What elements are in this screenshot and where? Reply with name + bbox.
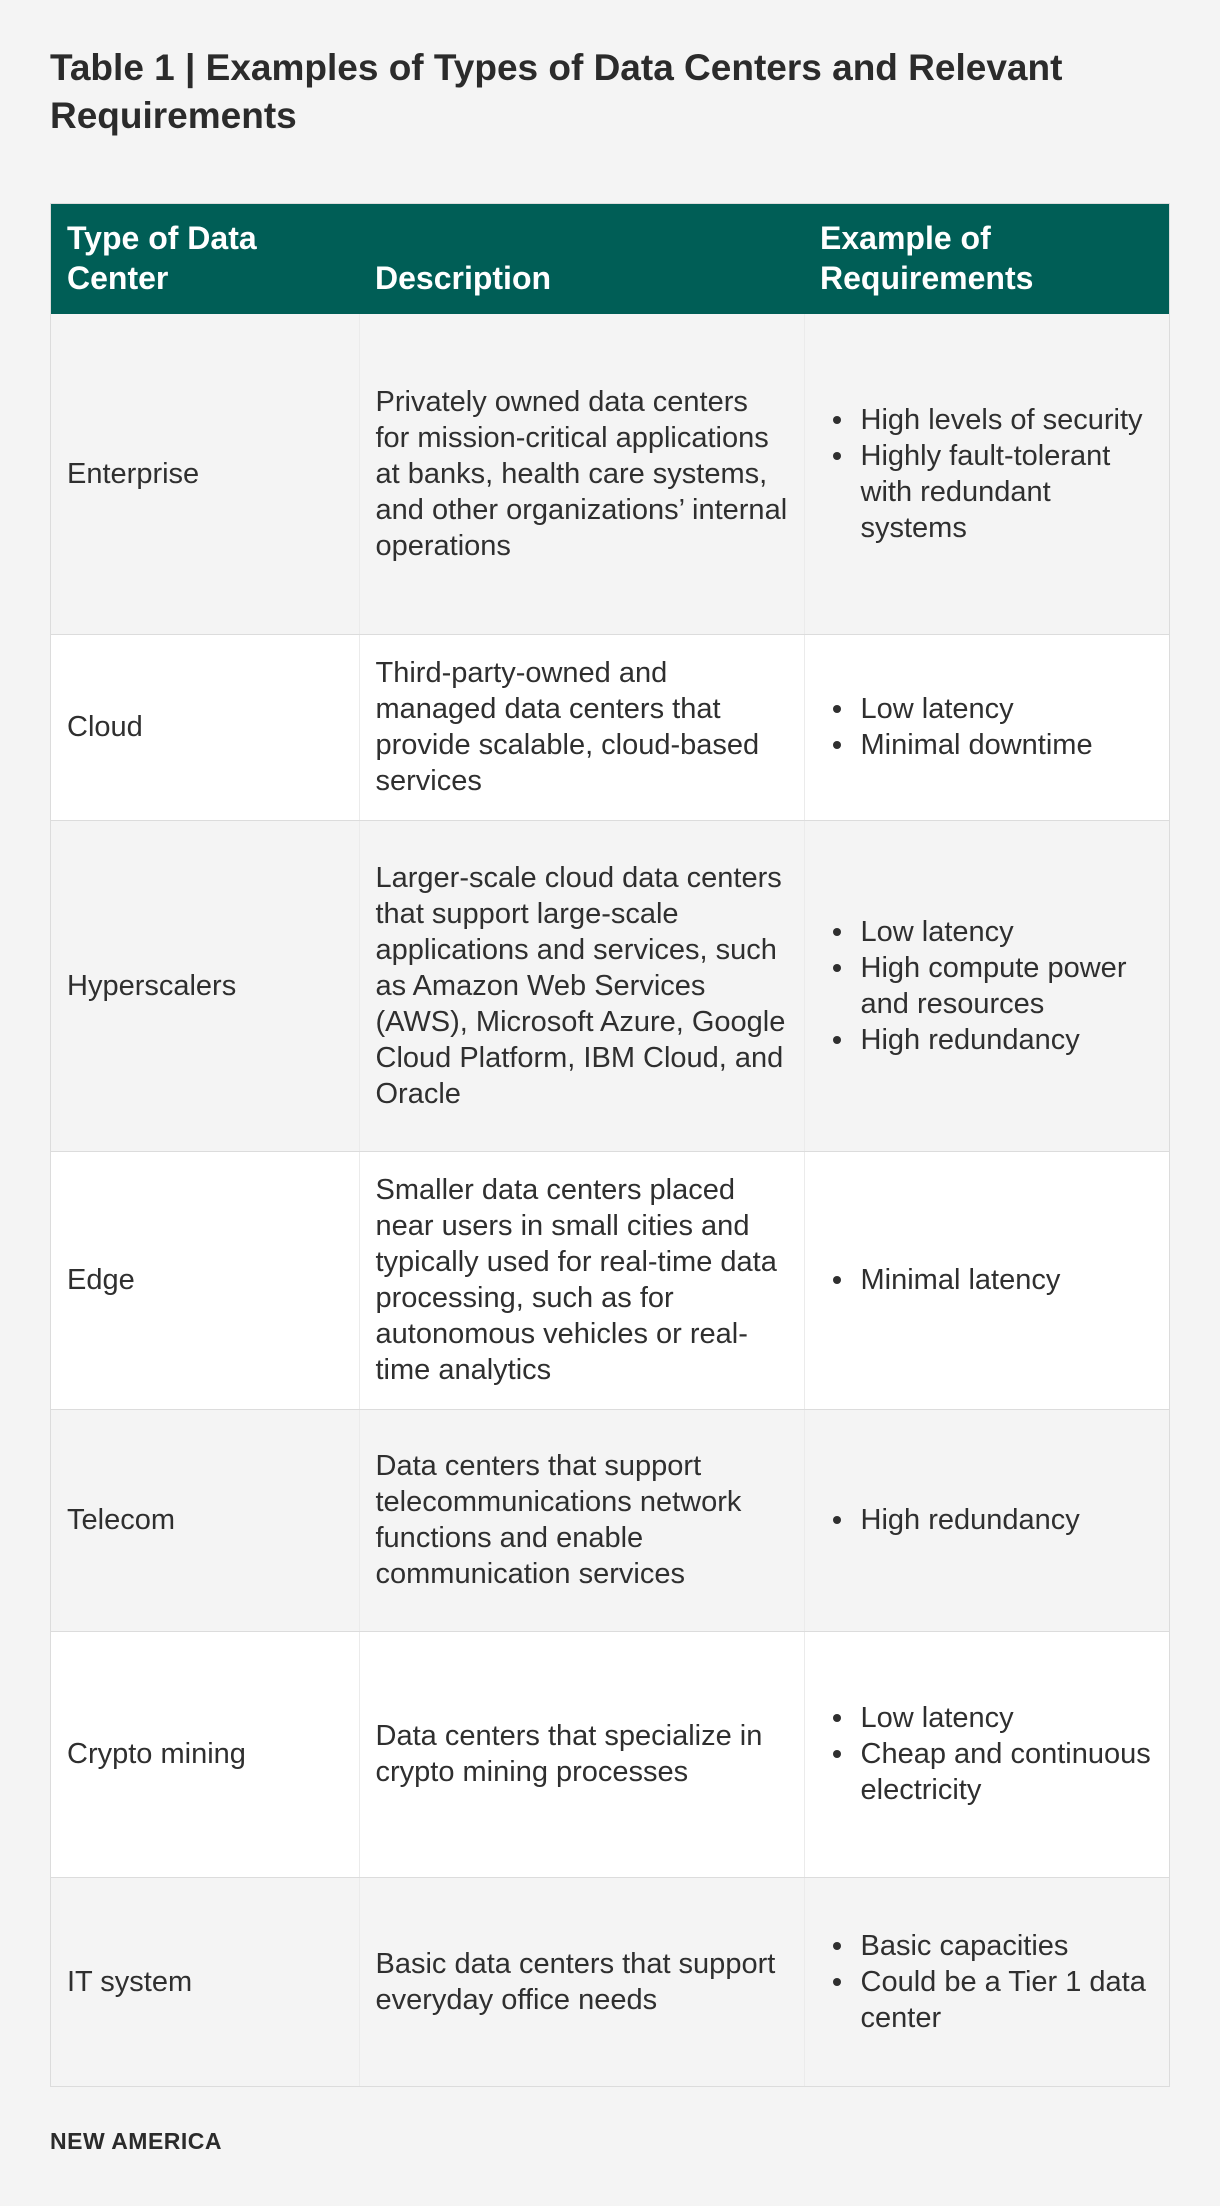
- requirements-cell: [804, 1409, 1169, 1631]
- requirements-cell: [804, 634, 1169, 820]
- requirements-cell: [804, 1877, 1169, 2086]
- requirement-item: Minimal latency: [821, 1262, 1154, 1298]
- table-row: [51, 314, 1169, 634]
- description-cell: Third-party-owned and managed data centers that provide scalable, cloud-based services: [359, 634, 804, 820]
- requirement-item: Basic capacities: [821, 1928, 1154, 1964]
- requirement-item: Low latency: [821, 1700, 1154, 1736]
- header-requirements: Example of Requirements: [804, 204, 1169, 314]
- requirement-item: Could be a Tier 1 data center: [821, 1964, 1154, 2036]
- table-row: [51, 1877, 1169, 2086]
- requirement-item: Minimal downtime: [821, 727, 1154, 763]
- table-header: [51, 204, 1169, 314]
- requirements-cell: [804, 314, 1169, 634]
- table-row: [51, 1409, 1169, 1631]
- requirement-item: High levels of security: [821, 402, 1154, 438]
- header-type: Type of Data Center: [51, 204, 359, 314]
- description-cell: Basic data centers that support everyday office needs: [359, 1877, 804, 2086]
- type-cell: Cloud: [51, 634, 359, 820]
- requirement-item: Low latency: [821, 914, 1154, 950]
- type-cell: Crypto mining: [51, 1631, 359, 1877]
- requirement-item: Cheap and continuous electricity: [821, 1736, 1154, 1808]
- requirement-item: High compute power and resources: [821, 950, 1154, 1022]
- requirement-item: Low latency: [821, 691, 1154, 727]
- requirements-cell: [804, 1631, 1169, 1877]
- table-row: [51, 820, 1169, 1151]
- table-row: [51, 634, 1169, 820]
- type-cell: Hyperscalers: [51, 820, 359, 1151]
- type-cell: IT system: [51, 1877, 359, 2086]
- type-cell: Edge: [51, 1151, 359, 1409]
- description-cell: Data centers that specialize in crypto mining processes: [359, 1631, 804, 1877]
- requirements-cell: [804, 820, 1169, 1151]
- type-cell: Telecom: [51, 1409, 359, 1631]
- description-cell: Smaller data centers placed near users in small cities and typically used for real-time data processing, such as for autonomous vehicles or real-time analytics: [359, 1151, 804, 1409]
- type-cell: Enterprise: [51, 314, 359, 634]
- table-row: [51, 1631, 1169, 1877]
- requirement-item: Highly fault-tolerant with redundant systems: [821, 438, 1154, 546]
- data-center-table: [50, 203, 1170, 2087]
- description-cell: Larger-scale cloud data centers that support large-scale applications and services, such as Amazon Web Services (AWS), Microsoft Azure, Google Cloud Platform, IBM Cloud, and Oracle: [359, 820, 804, 1151]
- requirements-cell: [804, 1151, 1169, 1409]
- requirement-item: High redundancy: [821, 1022, 1154, 1058]
- page-title: Table 1 | Examples of Types of Data Centers and Relevant Requirements: [50, 47, 1063, 136]
- table-row: [51, 1151, 1169, 1409]
- requirement-item: High redundancy: [821, 1502, 1154, 1538]
- description-cell: Privately owned data centers for mission-critical applications at banks, health care systems, and other organizations’ internal operations: [359, 314, 804, 634]
- description-cell: Data centers that support telecommunications network functions and enable communication services: [359, 1409, 804, 1631]
- header-description: Description: [359, 204, 804, 314]
- new-america-logo: NEW AMERICA: [50, 2128, 223, 2154]
